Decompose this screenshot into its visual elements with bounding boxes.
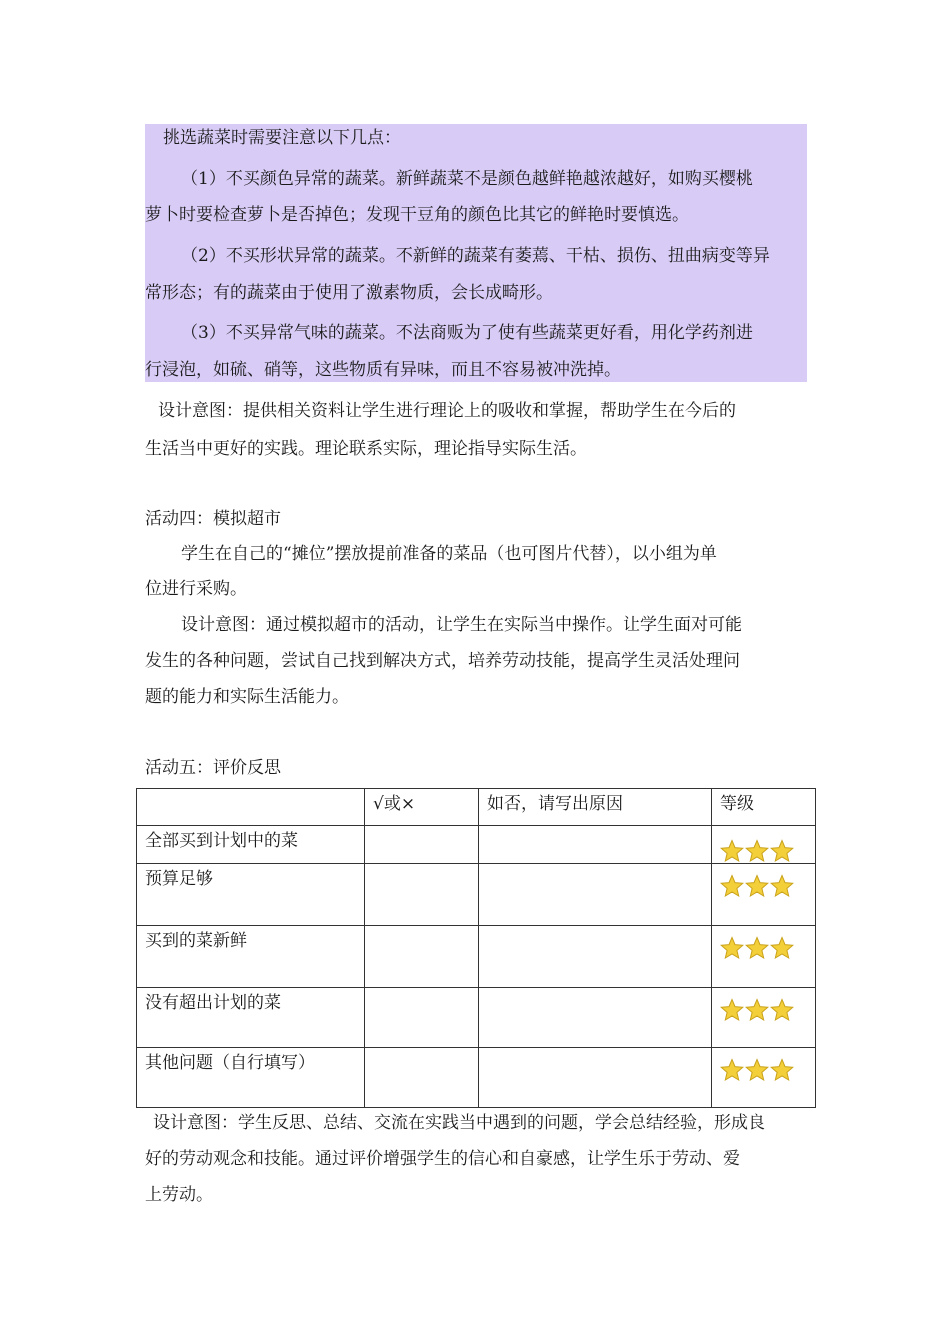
item-cell: 预算足够 bbox=[137, 864, 365, 926]
check-cell[interactable] bbox=[365, 988, 479, 1048]
activity-4-para-line-1: 学生在自己的“摊位”摆放提前准备的菜品（也可图片代替），以小组为单 bbox=[181, 544, 717, 564]
rating-cell bbox=[712, 926, 816, 988]
star-icon bbox=[770, 998, 794, 1022]
star-icon bbox=[770, 936, 794, 960]
item-cell: 没有超出计划的菜 bbox=[137, 988, 365, 1048]
design-intent-3-line-1: 设计意图：学生反思、总结、交流在实践当中遇到的问题，学会总结经验，形成良 bbox=[153, 1113, 765, 1133]
star-icon bbox=[745, 1058, 769, 1082]
table-header-row bbox=[137, 789, 816, 826]
table-row bbox=[137, 988, 816, 1048]
star-icon bbox=[770, 839, 794, 863]
rating-cell bbox=[712, 864, 816, 926]
design-intent-2-line-2: 发生的各种问题，尝试自己找到解决方式，培养劳动技能，提高学生灵活处理问 bbox=[145, 651, 740, 671]
star-icon bbox=[720, 1058, 744, 1082]
tip-2-line-2: 常形态；有的蔬菜由于使用了激素物质，会长成畸形。 bbox=[145, 283, 553, 303]
star-icon bbox=[720, 839, 744, 863]
activity-4-para-line-2: 位进行采购。 bbox=[145, 579, 247, 599]
check-cell[interactable] bbox=[365, 826, 479, 864]
star-icon bbox=[770, 874, 794, 898]
star-rating bbox=[720, 998, 807, 1022]
star-icon bbox=[770, 1058, 794, 1082]
tip-3-line-1: （3）不买异常气味的蔬菜。不法商贩为了使有些蔬菜更好看，用化学药剂进 bbox=[181, 323, 753, 343]
table-row bbox=[137, 1048, 816, 1108]
tip-1-line-1: （1）不买颜色异常的蔬菜。新鲜蔬菜不是颜色越鲜艳越浓越好，如购买樱桃 bbox=[181, 169, 753, 189]
item-cell: 其他问题（自行填写） bbox=[137, 1048, 365, 1108]
star-icon bbox=[745, 936, 769, 960]
design-intent-2-line-3: 题的能力和实际生活能力。 bbox=[145, 687, 349, 707]
star-icon bbox=[745, 874, 769, 898]
design-intent-1-line-2: 生活当中更好的实践。理论联系实际，理论指导实际生活。 bbox=[145, 439, 587, 459]
header-cell: √或× bbox=[365, 789, 479, 826]
item-cell: 买到的菜新鲜 bbox=[137, 926, 365, 988]
rating-cell bbox=[712, 1048, 816, 1108]
evaluation-table bbox=[136, 788, 816, 1108]
star-icon bbox=[720, 874, 744, 898]
header-cell bbox=[137, 789, 365, 826]
activity-5-title: 活动五：评价反思 bbox=[145, 758, 281, 778]
reason-cell[interactable] bbox=[479, 1048, 712, 1108]
reason-cell[interactable] bbox=[479, 826, 712, 864]
tips-intro: 挑选蔬菜时需要注意以下几点： bbox=[163, 128, 401, 148]
item-cell: 全部买到计划中的菜 bbox=[137, 826, 365, 864]
table-row bbox=[137, 826, 816, 864]
check-cell[interactable] bbox=[365, 864, 479, 926]
design-intent-3-line-2: 好的劳动观念和技能。通过评价增强学生的信心和自豪感，让学生乐于劳动、爱 bbox=[145, 1149, 740, 1169]
rating-cell bbox=[712, 988, 816, 1048]
activity-4-title: 活动四：模拟超市 bbox=[145, 509, 281, 529]
reason-cell[interactable] bbox=[479, 864, 712, 926]
table-row bbox=[137, 864, 816, 926]
header-cell: 等级 bbox=[712, 789, 816, 826]
rating-cell bbox=[712, 826, 816, 864]
check-cell[interactable] bbox=[365, 1048, 479, 1108]
star-rating bbox=[720, 1058, 807, 1082]
check-cell[interactable] bbox=[365, 926, 479, 988]
tip-1-line-2: 萝卜时要检查萝卜是否掉色；发现干豆角的颜色比其它的鲜艳时要慎选。 bbox=[145, 205, 689, 225]
star-rating bbox=[720, 936, 807, 960]
star-icon bbox=[745, 839, 769, 863]
design-intent-1-line-1: 设计意图：提供相关资料让学生进行理论上的吸收和掌握，帮助学生在今后的 bbox=[158, 401, 736, 421]
tip-2-line-1: （2）不买形状异常的蔬菜。不新鲜的蔬菜有萎蔫、干枯、损伤、扭曲病变等异 bbox=[181, 246, 770, 266]
reason-cell[interactable] bbox=[479, 926, 712, 988]
star-rating bbox=[720, 839, 807, 863]
reason-cell[interactable] bbox=[479, 988, 712, 1048]
star-icon bbox=[720, 936, 744, 960]
star-rating bbox=[720, 874, 807, 898]
tip-3-line-2: 行浸泡，如硫、硝等，这些物质有异味，而且不容易被冲洗掉。 bbox=[145, 360, 621, 380]
design-intent-3-line-3: 上劳动。 bbox=[145, 1185, 213, 1205]
table-row bbox=[137, 926, 816, 988]
star-icon bbox=[745, 998, 769, 1022]
design-intent-2-line-1: 设计意图：通过模拟超市的活动，让学生在实际当中操作。让学生面对可能 bbox=[181, 615, 742, 635]
star-icon bbox=[720, 998, 744, 1022]
header-cell: 如否，请写出原因 bbox=[479, 789, 712, 826]
